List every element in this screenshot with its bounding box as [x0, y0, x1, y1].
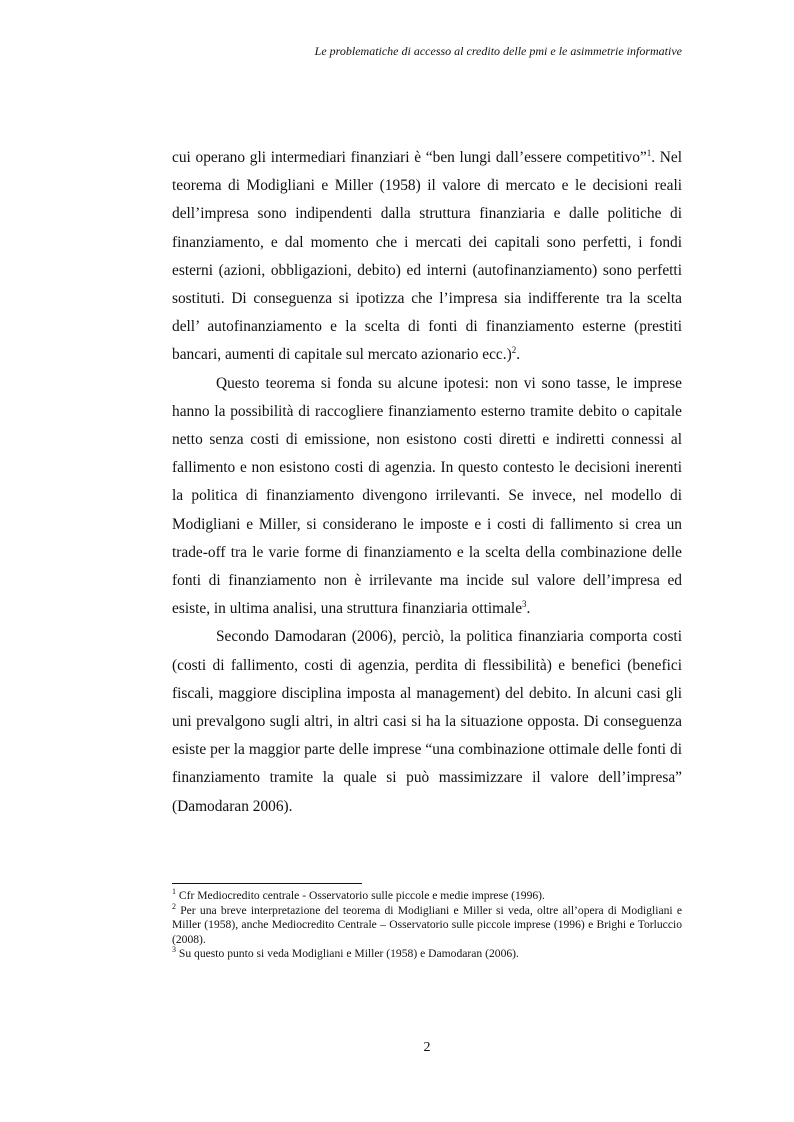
footnote-2: $^2$ Per una breve interpretazione del teorema di Modigliani e Miller si veda, oltre all’opera di Modigliani e Miller (1958), anche Mediocredito Centrale – Osservatorio sulle piccole imprese (1996) e Brighi e Torluccio (2008). [172, 901, 682, 946]
paragraph-1: cui operano gli intermediari finanziari è “ben lungi dall’essere competitivo”$^1$. Nel teorema di Modigliani e Miller (1958) il valore di mercato e le decisioni reali dell’impresa sono indipendenti dalla struttura finanziaria e dalle politiche di finanziamento, e dal momento che i mercati dei capitali sono perfetti, i fondi esterni (azioni, obbligazioni, debito) ed interni (autofinanziamento) sono perfetti sostituti. Di conseguenza si ipotizza che l’impresa sia indifferente tra la scelta dell’ autofinanziamento e la scelta di fonti di finanziamento esterne (prestiti bancari, aumenti di capitale sul mercato azionario ecc.)$^2$. [172, 147, 682, 364]
footnote-1: $^1$ Cfr Mediocredito centrale - Osservatorio sulle piccole e medie imprese (1996). [172, 887, 545, 902]
footnote-ref-2[interactable]: 2 [511, 345, 517, 356]
paragraph-2: Questo teorema si fonda su alcune ipotesi: non vi sono tasse, le imprese hanno la possibilità di raccogliere finanziamento esterno tramite debito o capitale netto senza costi di emissione, non esistono costi diretti e indiretti connessi al fallimento e non esistono costi di agenzia. In questo contesto le decisioni inerenti la politica di finanziamento divengono irrilevanti. Se invece, nel modello di Modigliani e Miller, si considerano le imposte e i costi di fallimento si crea un trade-off tra le varie forme di finanziamento e la scelta della combinazione delle fonti di finanziamento non è irrilevante ma incide sul valore dell’impresa ed esiste, in ultima analisi, una struttura finanziaria ottimale$^3$. [172, 374, 682, 618]
footnotes [172, 889, 682, 962]
body-text [172, 144, 682, 821]
footnote-ref-1[interactable]: 1 [646, 147, 652, 158]
footnote-divider [172, 883, 362, 884]
footnote-ref-3[interactable]: 3 [522, 599, 527, 610]
page-number: 2 [423, 1040, 431, 1055]
footnote-3: $^3$ Su questo punto si veda Modigliani e Miller (1958) e Damodaran (2006). [172, 945, 519, 961]
running-header: Le problematiche di accesso al credito delle pmi e le asimmetrie informative [314, 44, 682, 58]
paragraph-3: Secondo Damodaran (2006), perciò, la politica finanziaria comporta costi (costi di fallimento, costi di agenzia, perdita di flessibilità) e benefici (benefici fiscali, maggiore disciplina imposta al management) del debito. In alcuni casi gli uni prevalgono sugli altri, in altri casi si ha la situazione opposta. Di conseguenza esiste per la maggior parte delle imprese “una combinazione ottimale delle fonti di finanziamento tramite la quale si può massimizzare il valore dell’impresa” (Damodaran 2006). [172, 628, 682, 815]
